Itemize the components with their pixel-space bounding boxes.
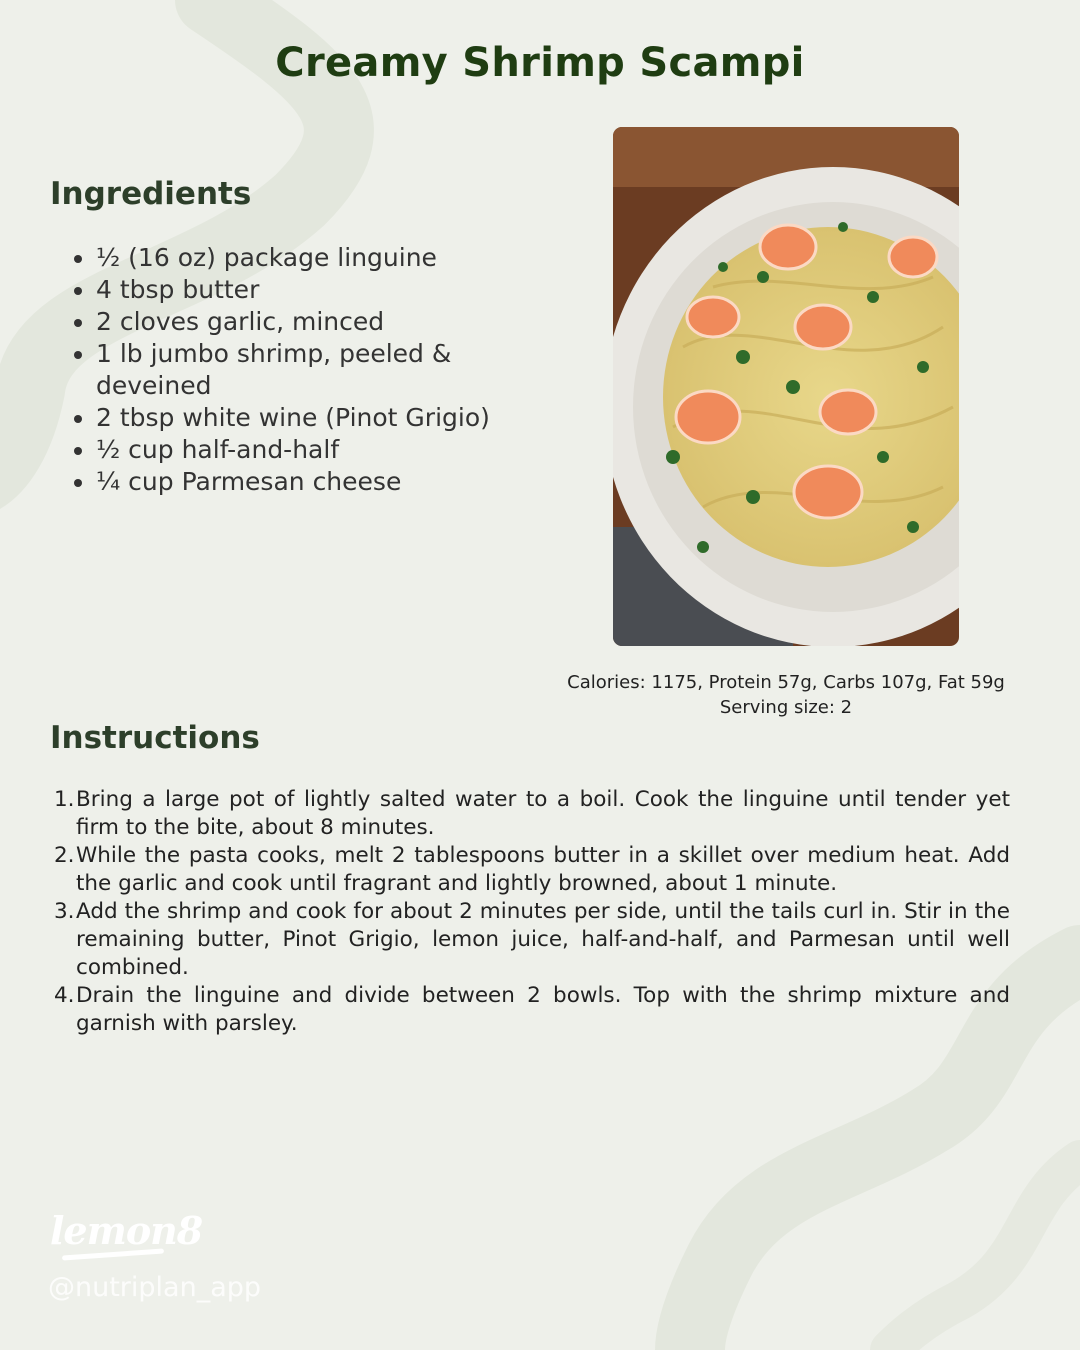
ingredients-heading: Ingredients	[50, 176, 252, 212]
lemon8-logo: lemon8	[50, 1208, 203, 1253]
shrimp-pasta-photo	[613, 127, 959, 646]
step-number: 2.	[54, 843, 75, 868]
ingredient-item: • 4 tbsp butter	[96, 274, 566, 306]
ingredient-item: • ½ (16 oz) package linguine	[96, 242, 566, 274]
instruction-step	[54, 982, 1010, 1038]
nutrition-line: Calories: 1175, Protein 57g, Carbs 107g, Fat 59g	[567, 672, 1005, 693]
step-number: 1.	[54, 787, 75, 812]
step-text: Bring a large pot of lightly salted water to a boil. Cook the linguine until tender yet firm to the bite, about 8 minutes.	[76, 787, 1010, 840]
serving-size: Serving size: 2	[719, 697, 853, 718]
step-number: 3.	[54, 899, 75, 924]
ingredients-list	[70, 242, 566, 498]
ingredient-item: • 2 tbsp white wine (Pinot Grigio)	[96, 402, 566, 434]
instruction-step	[54, 786, 1010, 842]
account-handle: @nutriplan_app	[48, 1272, 262, 1303]
instructions-list	[54, 786, 1010, 1038]
ingredient-item: • 1 lb jumbo shrimp, peeled & deveined	[96, 338, 566, 402]
recipe-title: Creamy Shrimp Scampi	[275, 40, 805, 86]
instructions-heading: Instructions	[50, 720, 260, 756]
step-text: Drain the linguine and divide between 2 bowls. Top with the shrimp mixture and garnish with parsley.	[76, 983, 1010, 1036]
step-text: While the pasta cooks, melt 2 tablespoons butter in a skillet over medium heat. Add the garlic and cook until fragrant and lightly browned, about 1 minute.	[76, 843, 1010, 896]
nutrition-info	[540, 670, 1032, 720]
ingredient-item: • ¼ cup Parmesan cheese	[96, 466, 566, 498]
instruction-step	[54, 842, 1010, 898]
ingredient-item: • ½ cup half-and-half	[96, 434, 566, 466]
ingredient-item: • 2 cloves garlic, minced	[96, 306, 566, 338]
step-text: Add the shrimp and cook for about 2 minutes per side, until the tails curl in. Stir in the remaining butter, Pinot Grigio, lemon juice, half-and-half, and Parmesan until well combined.	[76, 899, 1010, 980]
instruction-step	[54, 898, 1010, 982]
step-number: 4.	[54, 983, 75, 1008]
